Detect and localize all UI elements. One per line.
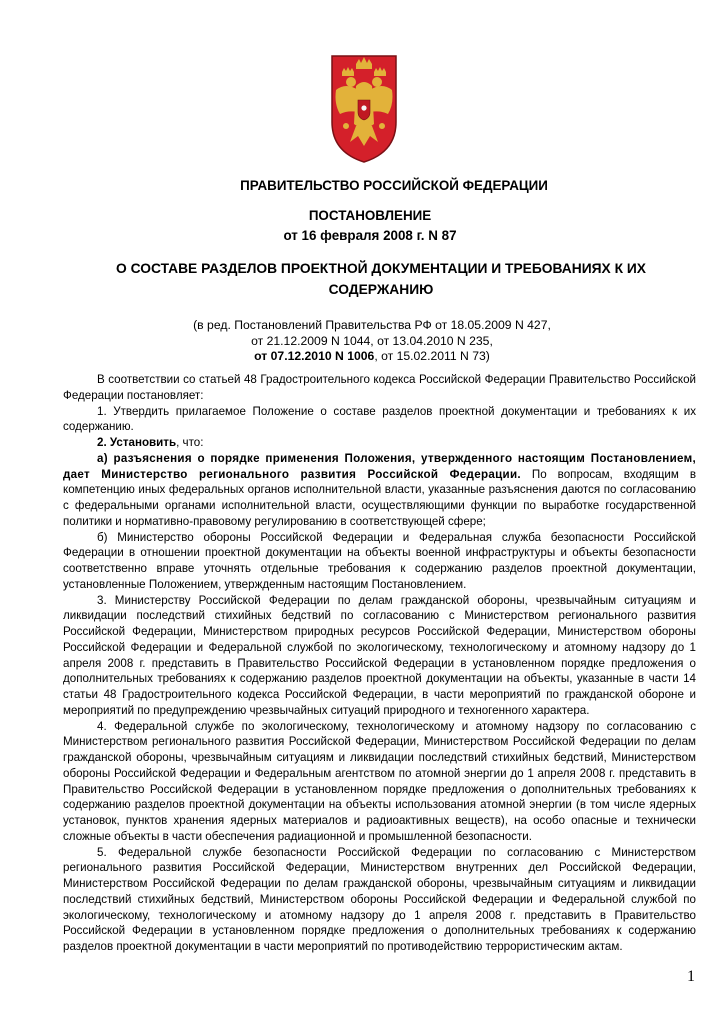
paragraph-4: 4. Федеральной службе по экологическому, технологическому и атомному надзору по согласованию с Министерством регионального развития Российской Федерации, Министерством Российской Федерации по делам гражданской обороны, чрезвычайным ситуациям и ликвидации последствий стихийных бедствий, Министерством обороны Российской Федерации и Федеральным агентством по атомной энергии до 1 апреля 2008 г. представить в Правительство Российской Федерации в установленном порядке предложения о дополнительных требованиях к содержанию разделов проектной документации на объекты использования атомной энергии (в том числе ядерных установок, пунктов хранения ядерных материалов и радиоактивных веществ), на особо опасные и технически сложные объекты в части обеспечения радиационной и промышленной безопасности. — [63, 719, 696, 843]
paragraph-1: 1. Утвердить прилагаемое Положение о составе разделов проектной документации и требованиях к их содержанию. — [63, 404, 696, 434]
document-heading: О СОСТАВЕ РАЗДЕЛОВ ПРОЕКТНОЙ ДОКУМЕНТАЦИИ И ТРЕБОВАНИЯХ К ИХ СОДЕРЖАНИЮ — [116, 261, 646, 297]
revisions-line-3: от 07.12.2010 N 1006, от 15.02.2011 N 73) — [254, 349, 490, 363]
revisions-line-2: от 21.12.2009 N 1044, от 13.04.2010 N 235, — [251, 333, 493, 348]
revision-link[interactable]: от 07.12.2010 N 1006 — [254, 349, 375, 363]
paragraph-intro: В соответствии со статьей 48 Градостроительного кодекса Российской Федерации Правительство Российской Федерации постановляет: — [63, 373, 696, 402]
government-title: ПРАВИТЕЛЬСТВО РОССИЙСКОЙ ФЕДЕРАЦИИ — [240, 178, 548, 193]
paragraph-3: 3. Министерству Российской Федерации по делам гражданской обороны, чрезвычайным ситуациям и ликвидации последствий стихийных бедствий по согласованию с Министерством регионального развития Российской Федерации, Министерством природных ресурсов Российской Федерации, Министерством обороны Российской Федерации и Федеральной службой по экологическому, технологическому и атомному надзору до 1 апреля 2008 г. представить в Правительство Российской Федерации в установленном порядке предложения о дополнительных требованиях к содержанию разделов проектной документации на объекты, указанные в части 14 статьи 48 Градостроительного кодекса Российской Федерации, в части мероприятий по гражданской обороне и мероприятий по предупреждению чрезвычайных ситуаций природного и техногенного характера. — [63, 593, 696, 717]
paragraph-2a: а) разъяснения о порядке применения Положения, утвержденного настоящим Постановлением, дает Министерство регионального развития Российской Федерации. По вопросам, входящим в компетенцию иных федеральных органов исполнительной власти, указанные разъяснения даются по согласованию с федеральными органами исполнительной власти, осуществляющими функции по выработке государственной политики и нормативно-правовому регулированию в соответствующей сфере; — [63, 451, 696, 528]
paragraph-2: 2. Установить, что: — [97, 436, 204, 449]
revisions-line-1: (в ред. Постановлений Правительства РФ от 18.05.2009 N 427, — [193, 318, 551, 332]
document-body — [63, 372, 696, 955]
paragraph-5: 5. Федеральной службе безопасности Российской Федерации по согласованию с Министерством регионального развития Российской Федерации, Министерством внутренних дел Российской Федерации, Министерством Российской Федерации по делам гражданской обороны, чрезвычайным ситуациям и ликвидации последствий стихийных бедствий, Министерством обороны Российской Федерации и Федеральной службой по экологическому, технологическому и атомному надзору до 1 апреля 2008 г. представить в Правительство Российской Федерации в установленном порядке предложения о дополнительных требованиях к содержанию разделов проектной документации в части мероприятий по противодействию террористическим актам. — [63, 845, 696, 953]
paragraph-2b: б) Министерство обороны Российской Федерации и Федеральная служба безопасности Российской Федерации в отношении проектной документации на объекты военной инфраструктуры и объекты безопасности соответственно вправе уточнять отдельные требования к содержанию разделов проектной документации, установленные Положением, утвержденным настоящим Постановлением. — [63, 530, 696, 591]
page-number: 1 — [687, 968, 695, 985]
document-date: от 16 февраля 2008 г. N 87 — [283, 228, 457, 243]
document-type: ПОСТАНОВЛЕНИЕ — [308, 208, 432, 223]
revisions-note — [140, 318, 604, 365]
coat-of-arms-icon — [328, 52, 400, 164]
